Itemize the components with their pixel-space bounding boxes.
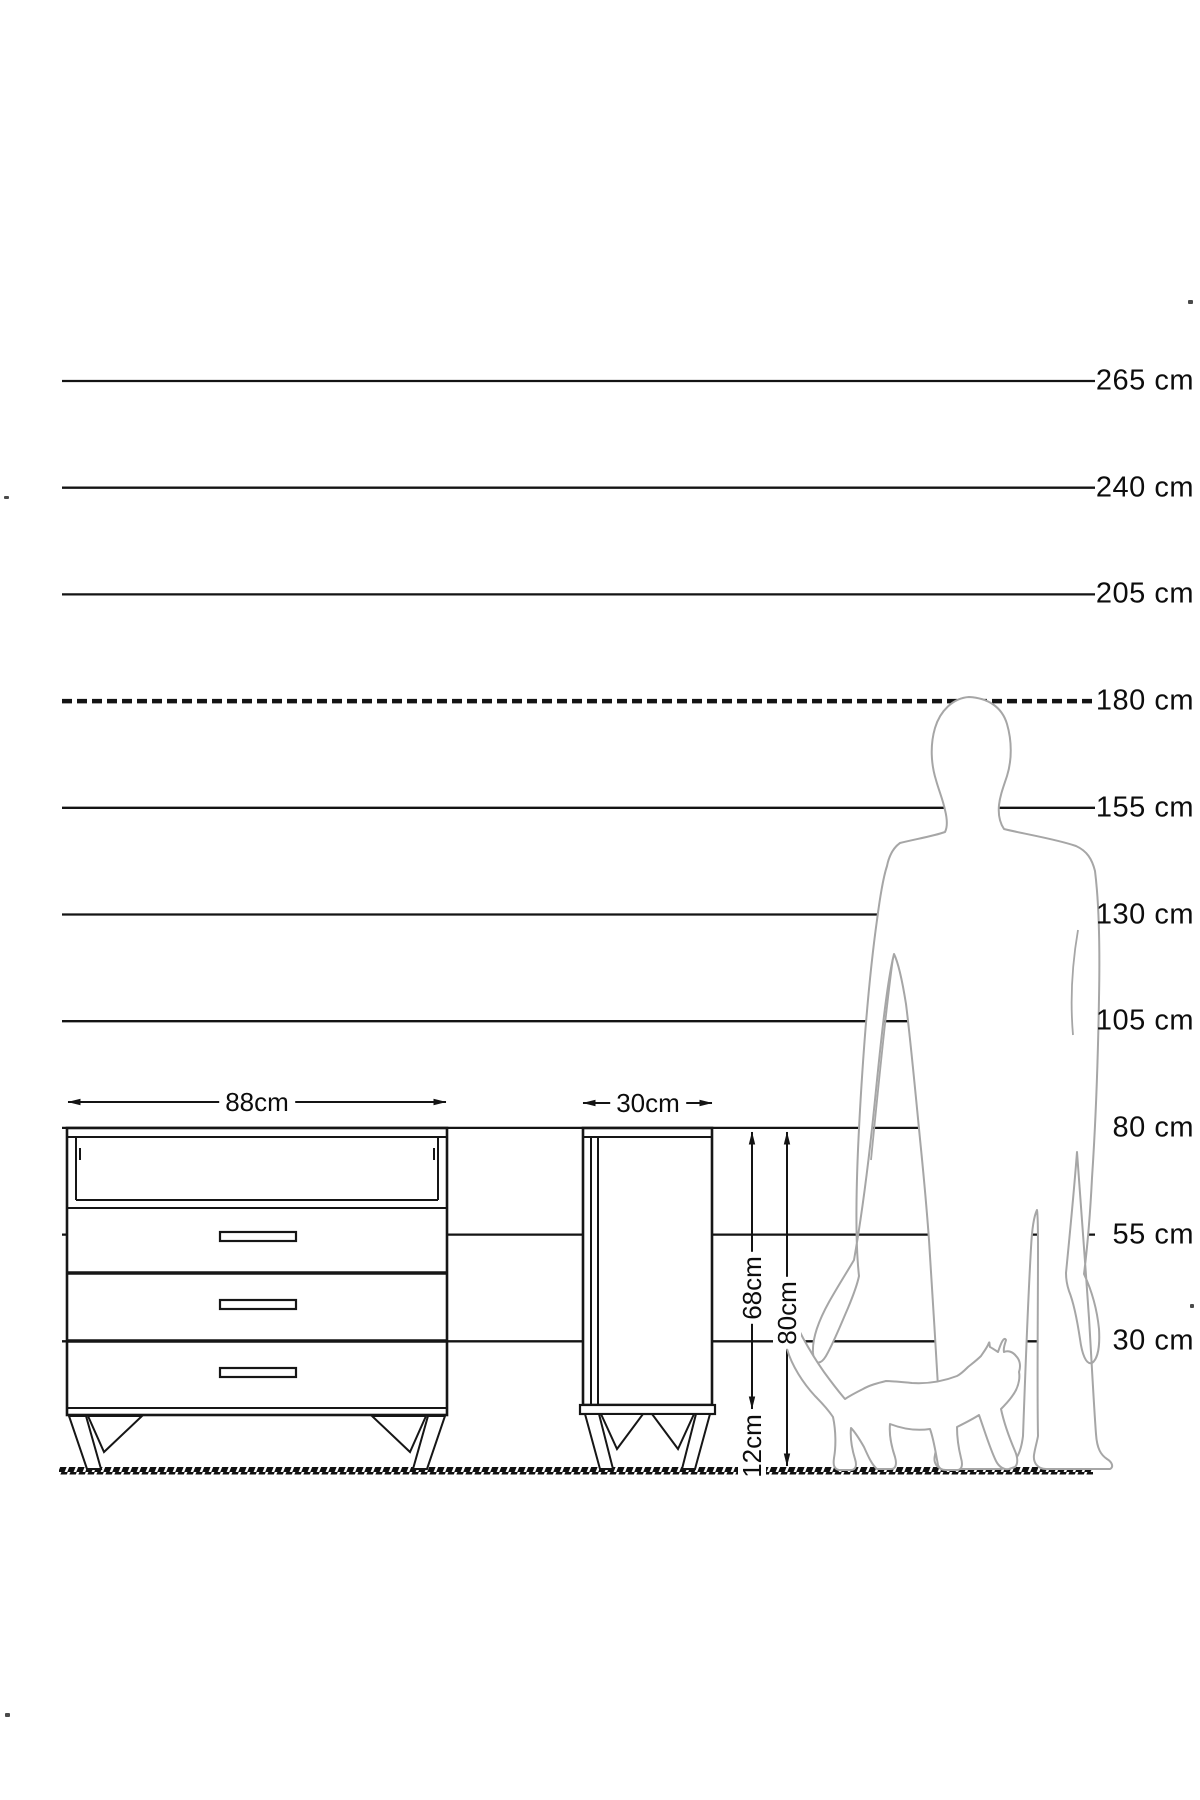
ruler-label: 205 cm bbox=[1095, 577, 1194, 610]
dresser-leg-right-brace bbox=[372, 1416, 426, 1452]
cabinet-bottom-plate bbox=[580, 1405, 715, 1414]
artifact-dot bbox=[1190, 1304, 1194, 1308]
dresser-drawing bbox=[67, 1128, 447, 1469]
ruler-label: 180 cm bbox=[1095, 684, 1194, 717]
dresser-handle-2 bbox=[220, 1300, 296, 1309]
artifact-dot bbox=[1188, 300, 1193, 304]
ruler-label: 80 cm bbox=[1112, 1111, 1194, 1144]
man-silhouette bbox=[813, 697, 1112, 1469]
carcass-height-label: 68cm bbox=[738, 1252, 766, 1324]
dresser-handle-1 bbox=[220, 1232, 296, 1241]
ruler-label: 240 cm bbox=[1095, 471, 1194, 504]
total-height-label: 80cm bbox=[773, 1277, 801, 1349]
artifact-dot bbox=[5, 1713, 10, 1717]
dresser-leg-left-brace bbox=[88, 1416, 142, 1452]
cabinet-body bbox=[583, 1128, 712, 1405]
cabinet-drawing bbox=[580, 1128, 715, 1469]
ruler-label: 265 cm bbox=[1095, 364, 1194, 397]
ruler-label: 55 cm bbox=[1112, 1218, 1194, 1251]
dresser-handle-3 bbox=[220, 1368, 296, 1377]
artifact-dot bbox=[4, 496, 9, 499]
ruler-label: 155 cm bbox=[1095, 791, 1194, 824]
leg-height-label: 12cm bbox=[738, 1410, 766, 1482]
cabinet-width-label: 30cm bbox=[610, 1089, 686, 1117]
ruler-label: 30 cm bbox=[1112, 1324, 1194, 1357]
man-outline bbox=[813, 697, 1112, 1469]
dresser-width-label: 88cm bbox=[219, 1088, 295, 1116]
ground-line bbox=[59, 1467, 1093, 1475]
ruler-label: 130 cm bbox=[1095, 898, 1194, 930]
ruler-label: 105 cm bbox=[1095, 1004, 1194, 1037]
